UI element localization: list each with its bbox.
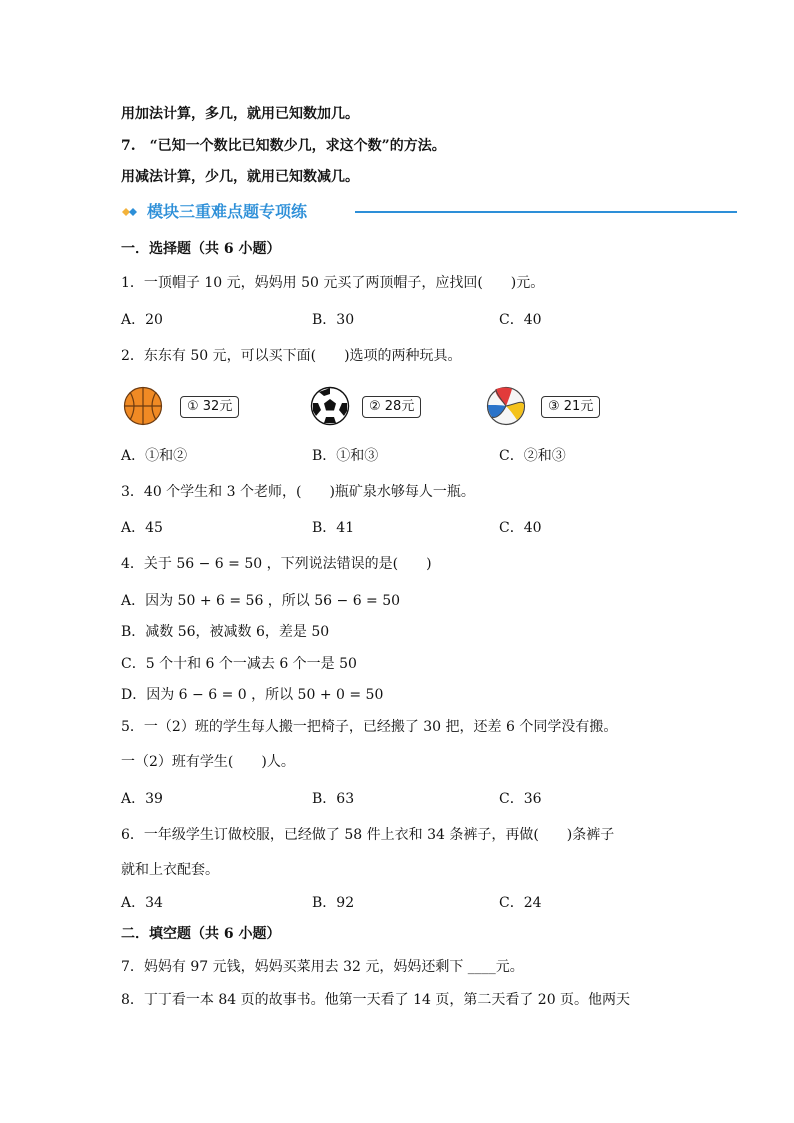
q1-option-b: B．30 bbox=[312, 312, 355, 328]
q4-option-a: A．因为 50 + 6 = 56 ，所以 56 − 6 = 50 bbox=[121, 593, 401, 609]
question-6-line-1: 6．一年级学生订做校服，已经做了 58 件上衣和 34 条裤子，再做( )条裤子 bbox=[121, 827, 615, 843]
summary-line-addition: 用加法计算，多几，就用已知数加几。 bbox=[121, 106, 359, 122]
q5-option-a: A．39 bbox=[121, 791, 163, 807]
q5-option-c: C．36 bbox=[499, 791, 542, 807]
question-8: 8．丁丁看一本 84 页的故事书。他第一天看了 14 页，第二天看了 20 页。他两天 bbox=[121, 992, 631, 1008]
question-5-line-1: 5．一（2）班的学生每人搬一把椅子，已经搬了 30 把，还差 6 个同学没有搬。 bbox=[121, 719, 618, 735]
q2-option-a: A．①和② bbox=[121, 448, 188, 464]
volleyball-icon bbox=[486, 386, 526, 426]
q2-option-b: B．①和③ bbox=[312, 448, 379, 464]
toy-price-2: ② 28元 bbox=[362, 396, 421, 418]
question-4: 4．关于 56 − 6 = 50 ，下列说法错误的是( ) bbox=[121, 556, 432, 572]
q3-option-b: B．41 bbox=[312, 520, 355, 536]
q4-option-d: D．因为 6 − 6 = 0 ，所以 50 + 0 = 50 bbox=[121, 687, 384, 703]
question-7: 7．妈妈有 97 元钱，妈妈买菜用去 32 元，妈妈还剩下 ____元。 bbox=[121, 959, 524, 975]
question-1: 1．一顶帽子 10 元，妈妈用 50 元买了两顶帽子，应找回( )元。 bbox=[121, 275, 545, 291]
question-2: 2．东东有 50 元，可以买下面( )选项的两种玩具。 bbox=[121, 348, 462, 364]
section-heading-choice: 一．选择题（共 6 小题） bbox=[121, 241, 281, 257]
q2-option-c: C．②和③ bbox=[499, 448, 566, 464]
diamond-icon bbox=[121, 205, 139, 219]
q3-option-c: C．40 bbox=[499, 520, 542, 536]
soccer-ball-icon bbox=[310, 386, 350, 426]
section-heading-fill: 二．填空题（共 6 小题） bbox=[121, 926, 281, 942]
question-3: 3．40 个学生和 3 个老师，( )瓶矿泉水够每人一瓶。 bbox=[121, 484, 475, 500]
module-banner bbox=[121, 200, 621, 224]
q4-option-c: C．5 个十和 6 个一减去 6 个一是 50 bbox=[121, 656, 357, 672]
q6-option-b: B．92 bbox=[312, 895, 355, 911]
q3-option-a: A．45 bbox=[121, 520, 163, 536]
toy-price-3: ③ 21元 bbox=[541, 396, 600, 418]
q4-option-b: B．减数 56，被减数 6，差是 50 bbox=[121, 624, 330, 640]
q1-option-c: C．40 bbox=[499, 312, 542, 328]
q1-option-a: A．20 bbox=[121, 312, 163, 328]
toy-price-1: ① 32元 bbox=[180, 396, 239, 418]
summary-line-subtraction: 用减法计算，少几，就用已知数减几。 bbox=[121, 169, 359, 185]
module-title: 模块三重难点题专项练 bbox=[147, 202, 308, 221]
banner-rule bbox=[355, 211, 737, 213]
summary-item-7: 7. “已知一个数比已知数少几，求这个数”的方法。 bbox=[121, 138, 446, 154]
question-6-line-2: 就和上衣配套。 bbox=[121, 862, 219, 878]
basketball-icon bbox=[123, 386, 163, 426]
q6-option-a: A．34 bbox=[121, 895, 163, 911]
q6-option-c: C．24 bbox=[499, 895, 542, 911]
q5-option-b: B．63 bbox=[312, 791, 355, 807]
question-5-line-2: 一（2）班有学生( )人。 bbox=[121, 754, 295, 770]
